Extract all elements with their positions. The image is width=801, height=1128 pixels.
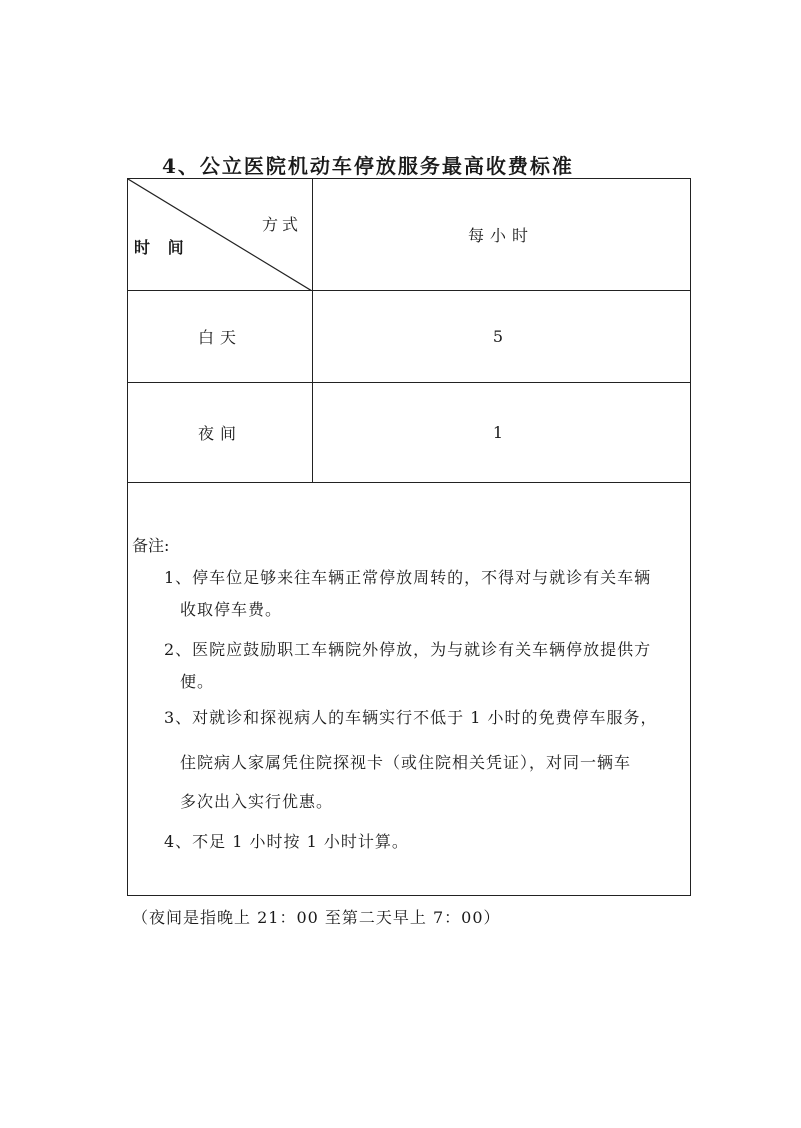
row-price-night: 1 — [492, 423, 510, 442]
note-3-line-2: 住院病人家属凭住院探视卡（或住院相关凭证），对同一辆车 — [180, 753, 632, 772]
note-1-line-2: 收取停车费。 — [180, 600, 283, 619]
row-time-night: 夜间 — [197, 424, 242, 443]
footer-note: （夜间是指晚上 21：00 至第二天早上 7：00） — [132, 908, 501, 927]
note-2-line-1: 2、医院应鼓励职工车辆院外停放，为与就诊有关车辆停放提供方 — [164, 640, 652, 659]
table-row-day — [128, 291, 690, 383]
header-per-hour: 每小时 — [467, 226, 534, 245]
table-row-night — [128, 383, 690, 483]
header-mode-label: 方式 — [262, 215, 303, 234]
header-time-label: 时 间 — [134, 238, 190, 257]
column-divider — [312, 179, 313, 483]
note-2-line-2: 便。 — [180, 672, 215, 691]
notes-title: 备注: — [132, 536, 170, 555]
table-header-row — [128, 179, 690, 291]
note-4-line-1: 4、不足 1 小时按 1 小时计算。 — [164, 832, 409, 851]
fee-table — [127, 178, 691, 896]
note-3-line-1: 3、对就诊和探视病人的车辆实行不低于 1 小时的免费停车服务， — [164, 708, 658, 727]
note-1-line-1: 1、停车位足够来往车辆正常停放周转的，不得对与就诊有关车辆 — [164, 568, 652, 587]
notes-section — [128, 483, 690, 895]
page-title: 4、公立医院机动车停放服务最高收费标准 — [162, 154, 574, 178]
row-time-day: 白天 — [197, 328, 242, 347]
note-3-line-3: 多次出入实行优惠。 — [180, 792, 334, 811]
row-price-day: 5 — [492, 327, 510, 346]
